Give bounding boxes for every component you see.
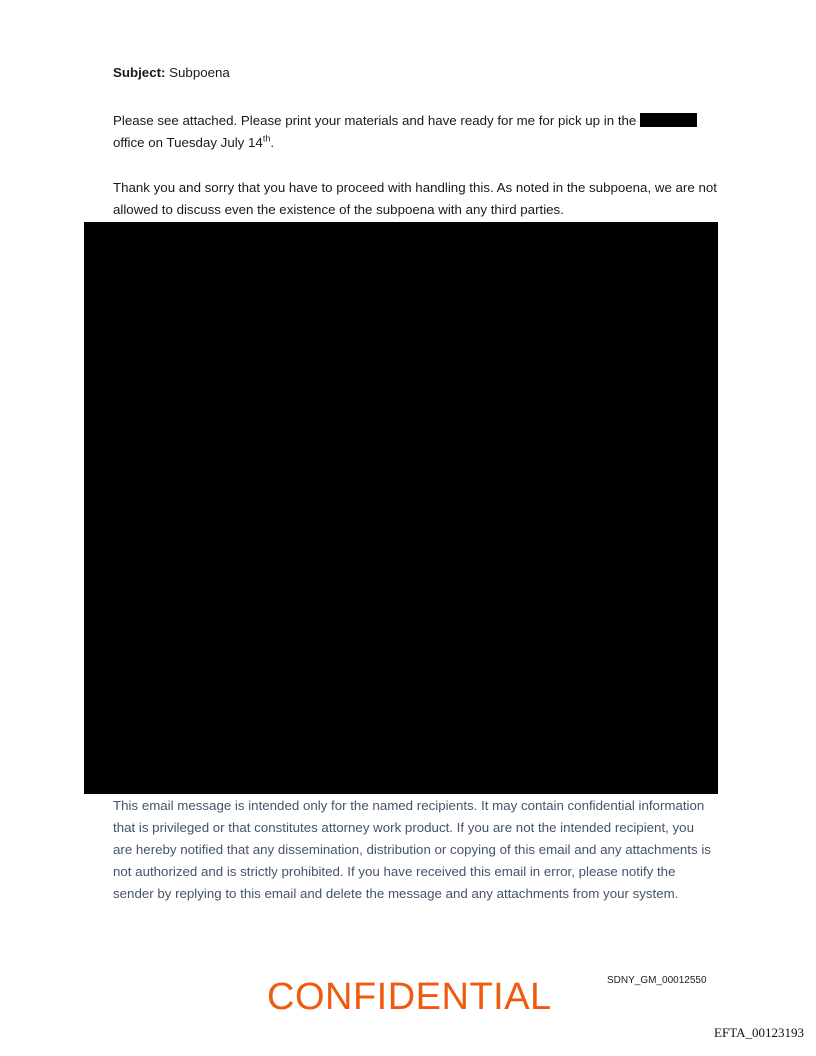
message-paragraph-2: Thank you and sorry that you have to proceed with handling this. As noted in the subpoena, we are not allowed to discuss even the existence of the subpoena with any third parties. (113, 180, 717, 217)
confidentiality-disclaimer: This email message is intended only for the named recipients. It may contain confidential information that is privileged or that constitutes attorney work product. If you are not the intended recipient, you are hereby notified that any dissemination, distribution or copying of this email and any attachments is not authorized and is strictly prohibited. If you have received this email in error, please notify the sender by replying to this email and delete the message and any attachments from your system. (113, 798, 711, 901)
para1-text-before: Please see attached. Please print your materials and have ready for me for pick up in the (113, 113, 637, 128)
confidential-stamp: CONFIDENTIAL (267, 976, 552, 1018)
para1-text-after: office on Tuesday July 14 (113, 135, 263, 150)
efta-number: EFTA_00123193 (714, 1025, 804, 1040)
subject-line (113, 62, 230, 84)
para1-period: . (270, 135, 275, 150)
message-paragraph-1 (113, 110, 713, 154)
ordinal-superscript: th (262, 133, 271, 144)
subject-value: Subpoena (169, 65, 230, 80)
subject-label: Subject: (113, 65, 166, 80)
inline-redaction-box (640, 113, 697, 127)
bates-number: SDNY_GM_00012550 (607, 975, 707, 986)
redaction-block (84, 222, 718, 794)
